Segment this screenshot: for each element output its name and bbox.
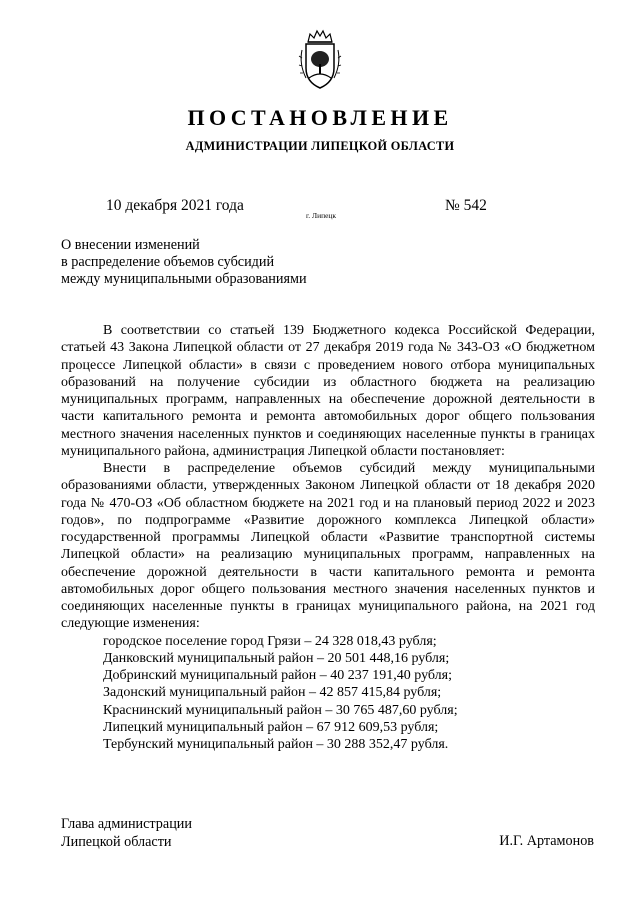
signatory-name: И.Г. Артамонов	[499, 833, 594, 849]
signatory-position	[61, 815, 192, 851]
document-body	[61, 322, 595, 753]
body-paragraph: Внести в распределение объемов субсидий между муниципальными образованиями области, утвержденных Законом Липецкой области от 18 декабря 2020 года № 470-ОЗ «Об областном бюджете на 2021 год и на плановый период 2022 и 2023 годов», по подпрограмме «Развитие дорожного комплекса Липецкой области» государственной программы Липецкой области «Развитие транспортной системы Липецкой области» на реализацию муниципальных программ, направленных на обеспечение дорожной деятельности в части капитального ремонта и ремонта автомобильных дорог общего пользования местного значения населенных пунктов и соединяющих населенные пункты в границах муниципального района, на 2021 год следующие изменения:	[61, 461, 595, 632]
subject-line: между муниципальными образованиями	[61, 271, 307, 287]
allocation-list	[61, 633, 595, 754]
document-title: ПОСТАНОВЛЕНИЕ	[187, 105, 453, 130]
document-city: г. Липецк	[306, 211, 337, 220]
body-paragraph: В соответствии со статьей 139 Бюджетного кодекса Российской Федерации, статьей 43 Закона Липецкой области от 27 декабря 2019 года № 343-ОЗ «О бюджетном процессе Липецкой области» в связи с проведением нового отбора муниципальных образований на получение субсидии из областного бюджета на реализацию муниципальных программ, направленных на обеспечение дорожной деятельности в части капитального ремонта и ремонта автомобильных дорог общего пользования местного значения населенных пунктов и соединяющих населенные пункты в границах муниципального района, администрация Липецкой области постановляет:	[61, 323, 595, 459]
subject-line: в распределение объемов субсидий	[61, 254, 275, 270]
issuing-authority: АДМИНИСТРАЦИИ ЛИПЕЦКОЙ ОБЛАСТИ	[185, 139, 455, 153]
list-item: Данковский муниципальный район – 20 501 448,16 рубля;	[103, 650, 450, 666]
position-line: Липецкой области	[61, 834, 172, 850]
document-date: 10 декабря 2021 года	[106, 197, 244, 214]
list-item: городское поселение город Грязи – 24 328 018,43 рубля;	[103, 633, 437, 649]
subject-line: О внесении изменений	[61, 237, 200, 253]
coat-of-arms-icon	[296, 28, 344, 92]
position-line: Глава администрации	[61, 816, 192, 832]
document-number: № 542	[445, 197, 487, 214]
list-item: Задонский муниципальный район – 42 857 415,84 рубля;	[103, 685, 442, 701]
list-item: Краснинский муниципальный район – 30 765 487,60 рубля;	[103, 702, 458, 718]
list-item: Добринский муниципальный район – 40 237 191,40 рубля;	[103, 668, 452, 683]
list-item: Липецкий муниципальный район – 67 912 609,53 рубля;	[103, 719, 439, 735]
document-subject	[61, 237, 307, 288]
list-item: Тербунский муниципальный район – 30 288 352,47 рубля.	[103, 737, 449, 752]
